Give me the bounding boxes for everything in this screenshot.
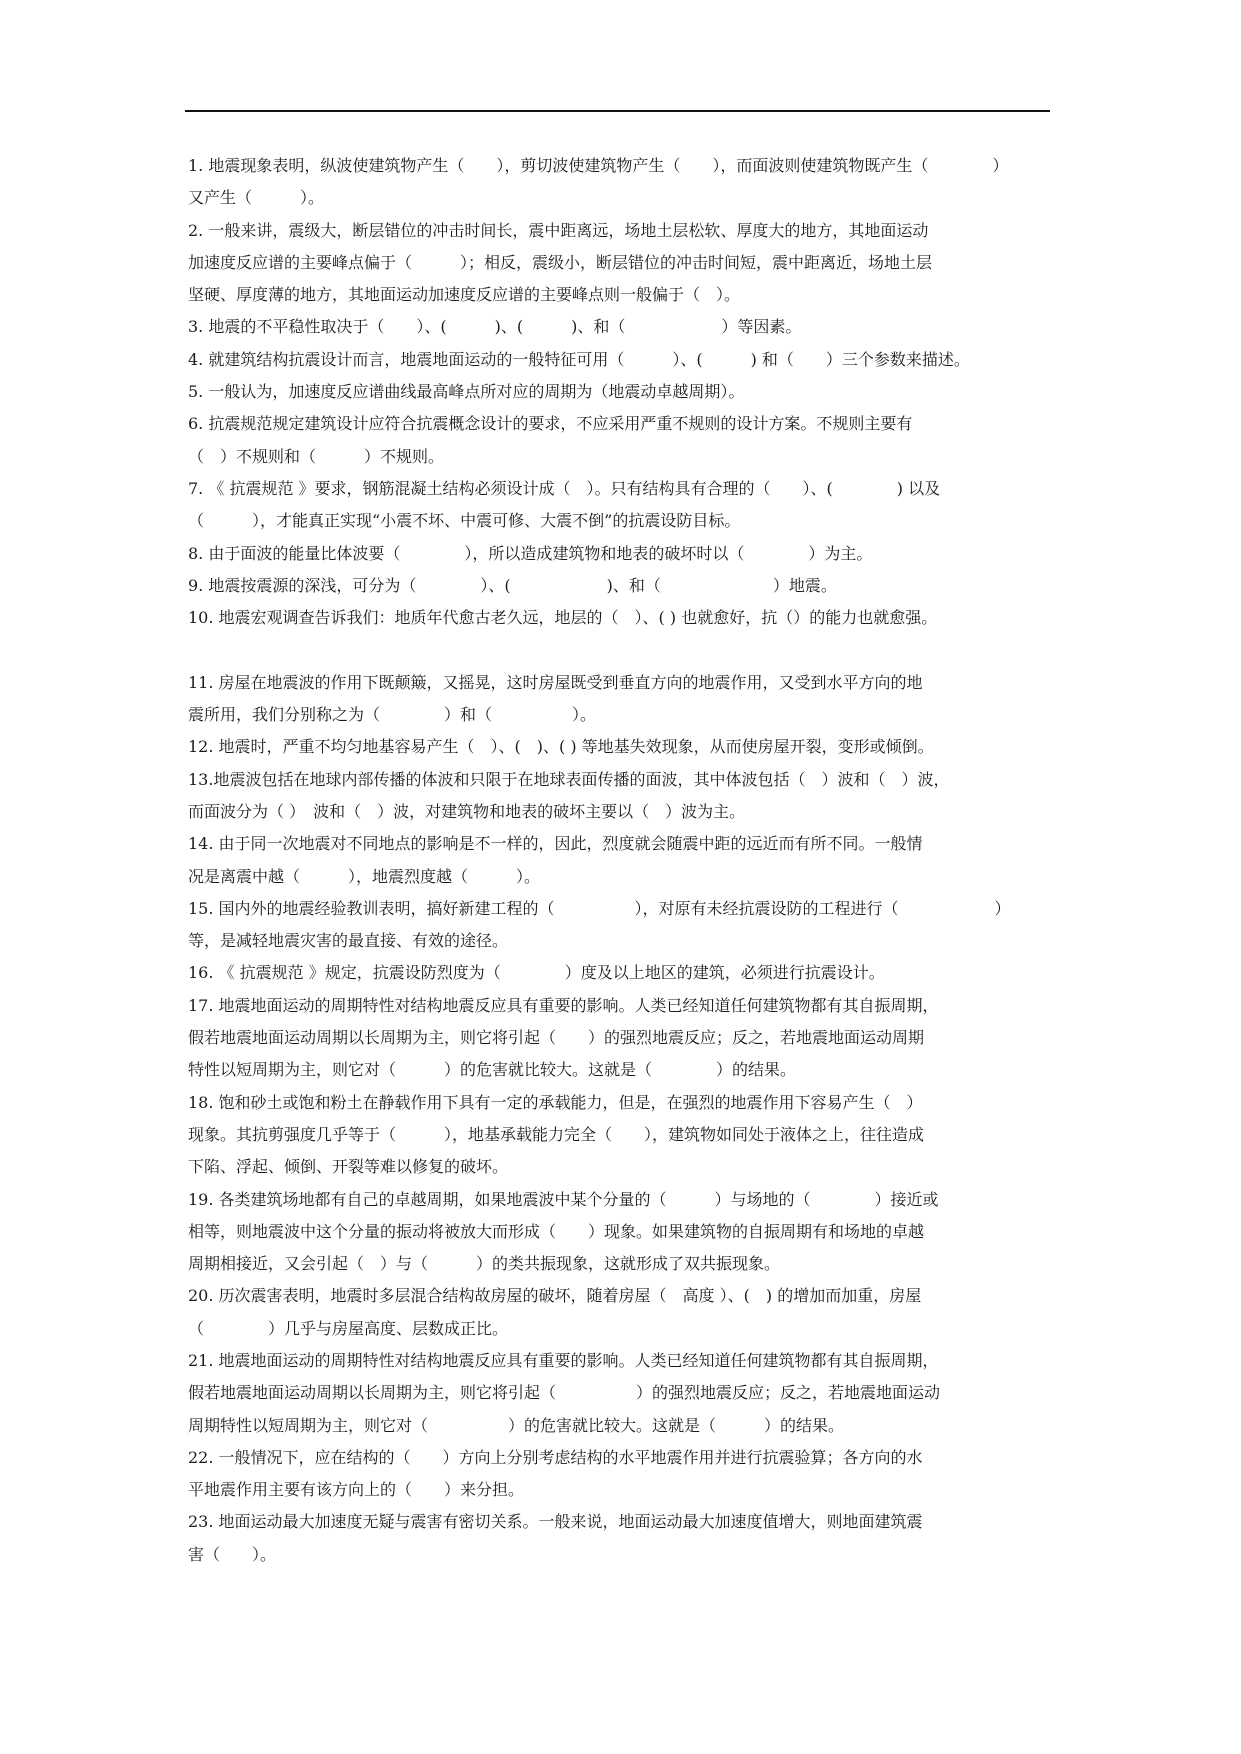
- question-line: 7. 《 抗震规范 》要求，钢筋混凝土结构必须设计成（ ）。只有结构具有合理的（ ）、( ) 以及: [188, 478, 941, 498]
- question-13: [188, 764, 1058, 829]
- question-line: 23. 地面运动最大加速度无疑与震害有密切关系。一般来说，地面运动最大加速度值增大，则地面建筑震: [188, 1512, 923, 1532]
- question-line: 16. 《 抗震规范 》规定，抗震设防烈度为（ ）度及以上地区的建筑，必须进行抗震设计。: [188, 963, 885, 983]
- section-gap: [188, 634, 1058, 666]
- question-line: 17. 地震地面运动的周期特性对结构地震反应具有重要的影响。人类已经知道任何建筑物都有其自振周期，: [188, 995, 939, 1015]
- question-21: [188, 1345, 1058, 1442]
- question-line: 下陷、浮起、倾倒、开裂等难以修复的破坏。: [188, 1157, 509, 1177]
- question-line: 1. 地震现象表明，纵波使建筑物产生（ ），剪切波使建筑物产生（ ），而面波则使建筑物既产生（ ）: [188, 156, 1009, 175]
- question-line: 2. 一般来讲，震级大，断层错位的冲击时间长，震中距离远，场地土层松软、厚度大的地方，其地面运动: [188, 220, 929, 240]
- question-line: 又产生（ ）。: [188, 188, 325, 208]
- question-line: 9. 地震按震源的深浅，可分为（ ）、( )、和（ ）地震。: [188, 575, 837, 595]
- question-line: 18. 饱和砂土或饱和粉土在静载作用下具有一定的承载能力，但是，在强烈的地震作用下容易产生（ ）: [188, 1092, 923, 1112]
- question-1: [188, 150, 1058, 215]
- question-10: [188, 602, 1058, 634]
- question-line: 假若地震地面运动周期以长周期为主，则它将引起（ ）的强烈地震反应；反之，若地震地面运动: [188, 1383, 941, 1403]
- question-line: 现象。其抗剪强度几乎等于（ ），地基承载能力完全（ ），建筑物如同处于液体之上，往往造成: [188, 1124, 925, 1144]
- question-5: [188, 376, 1058, 408]
- question-15: [188, 893, 1058, 958]
- question-line: 害（ ）。: [188, 1544, 277, 1564]
- question-8: [188, 538, 1058, 570]
- question-9: [188, 570, 1058, 602]
- question-line: 19. 各类建筑场地都有自己的卓越周期，如果地震波中某个分量的（ ）与场地的（ ）接近或: [188, 1189, 939, 1209]
- question-line: 13.地震波包括在地球内部传播的体波和只限于在地球表面传播的面波，其中体波包括（ ）波和（ ）波，: [188, 769, 950, 789]
- question-2: [188, 215, 1058, 312]
- question-line: （ ）不规则和（ ）不规则。: [188, 446, 445, 466]
- question-line: 而面波分为（ ） 波和（ ）波，对建筑物和地表的破坏主要以（ ）波为主。: [188, 801, 746, 821]
- header-rule: [185, 110, 1050, 112]
- question-14: [188, 828, 1058, 893]
- question-line: 加速度反应谱的主要峰点偏于（ ）；相反，震级小，断层错位的冲击时间短，震中距离近，场地土层: [188, 252, 933, 272]
- question-line: 相等，则地震波中这个分量的振动将被放大而形成（ ）现象。如果建筑物的自振周期有和场地的卓越: [188, 1221, 925, 1241]
- question-16: [188, 957, 1058, 989]
- question-17: [188, 990, 1058, 1087]
- question-4: [188, 344, 1058, 376]
- question-line: （ ），才能真正实现“小震不坏、中震可修、大震不倒”的抗震设防目标。: [188, 511, 741, 531]
- question-12: [188, 731, 1058, 763]
- question-11: [188, 667, 1058, 732]
- question-line: 等，是减轻地震灾害的最直接、有效的途径。: [188, 931, 509, 951]
- question-line: 周期相接近，又会引起（ ）与（ ）的类共振现象，这就形成了双共振现象。: [188, 1254, 781, 1274]
- question-23: [188, 1506, 1058, 1571]
- question-22: [188, 1442, 1058, 1507]
- question-line: 假若地震地面运动周期以长周期为主，则它将引起（ ）的强烈地震反应；反之，若地震地面运动周期: [188, 1028, 925, 1048]
- question-line: 10. 地震宏观调查告诉我们：地质年代愈古老久远，地层的（ ）、( ) 也就愈好，抗（）的能力也就愈强。: [188, 608, 938, 628]
- question-line: 特性以短周期为主，则它对（ ）的危害就比较大。这就是（ ）的结果。: [188, 1060, 797, 1080]
- question-line: 周期特性以短周期为主，则它对（ ）的危害就比较大。这就是（ ）的结果。: [188, 1415, 845, 1435]
- question-line: 3. 地震的不平稳性取决于（ ）、( )、( )、和（ ）等因素。: [188, 317, 802, 337]
- question-list: [188, 150, 1058, 1571]
- question-line: 平地震作用主要有该方向上的（ ）来分担。: [188, 1480, 525, 1500]
- question-line: （ ）几乎与房屋高度、层数成正比。: [188, 1318, 509, 1338]
- question-line: 震所用，我们分别称之为（ ）和（ ）。: [188, 705, 597, 725]
- question-line: 20. 历次震害表明，地震时多层混合结构故房屋的破坏，随着房屋（ 高度 ）、( ) 的增加而加重，房屋: [188, 1286, 922, 1306]
- question-line: 5. 一般认为，加速度反应谱曲线最高峰点所对应的周期为（地震动卓越周期）。: [188, 382, 745, 402]
- question-19: [188, 1184, 1058, 1281]
- question-20: [188, 1280, 1058, 1345]
- question-18: [188, 1087, 1058, 1184]
- question-line: 14. 由于同一次地震对不同地点的影响是不一样的，因此，烈度就会随震中距的远近而有所不同。一般情: [188, 834, 923, 854]
- question-6: [188, 408, 1058, 473]
- question-line: 12. 地震时，严重不均匀地基容易产生（ ）、( )、( ) 等地基失效现象，从而使房屋开裂，变形或倾倒。: [188, 737, 934, 757]
- question-3: [188, 311, 1058, 343]
- question-line: 坚硬、厚度薄的地方，其地面运动加速度反应谱的主要峰点则一般偏于（ ）。: [188, 285, 741, 305]
- question-line: 4. 就建筑结构抗震设计而言，地震地面运动的一般特征可用（ ）、( ) 和（ ）三个参数来描述。: [188, 349, 970, 369]
- question-line: 21. 地震地面运动的周期特性对结构地震反应具有重要的影响。人类已经知道任何建筑物都有其自振周期，: [188, 1350, 939, 1370]
- question-line: 15. 国内外的地震经验教训表明，搞好新建工程的（ ），对原有未经抗震设防的工程进行（ ）: [188, 898, 1011, 918]
- question-line: 11. 房屋在地震波的作用下既颠簸，又摇晃，这时房屋既受到垂直方向的地震作用，又受到水平方向的地: [188, 672, 923, 692]
- question-7: [188, 473, 1058, 538]
- question-line: 6. 抗震规范规定建筑设计应符合抗震概念设计的要求，不应采用严重不规则的设计方案。不规则主要有: [188, 414, 913, 434]
- question-line: 8. 由于面波的能量比体波要（ ），所以造成建筑物和地表的破坏时以（ ）为主。: [188, 543, 873, 563]
- question-line: 22. 一般情况下，应在结构的（ ）方向上分别考虑结构的水平地震作用并进行抗震验算；各方向的水: [188, 1447, 923, 1467]
- question-line: 况是离震中越（ ），地震烈度越（ ）。: [188, 866, 541, 886]
